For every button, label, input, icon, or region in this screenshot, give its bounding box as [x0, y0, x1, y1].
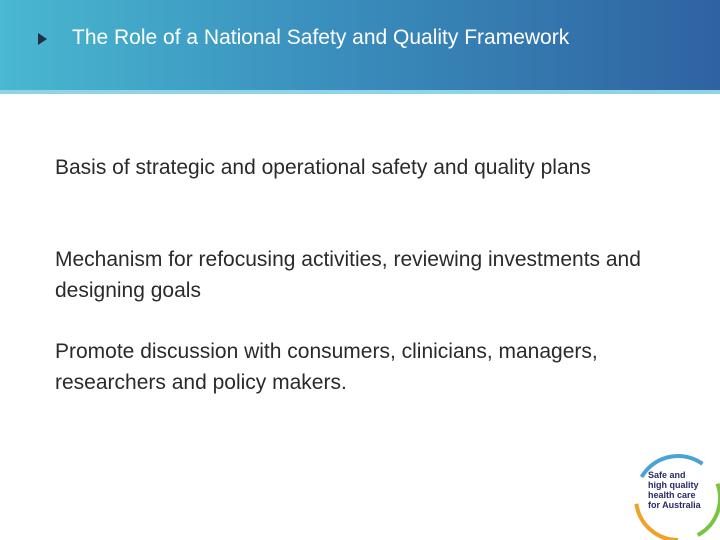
bullet-item: Mechanism for refocusing activities, reviewing investments and designing goals [55, 248, 641, 302]
logo-text-line: high quality [648, 480, 699, 490]
title-bar-underline [0, 90, 720, 94]
logo-text-line: health care [648, 490, 696, 500]
logo-text-line: Safe and [648, 470, 686, 480]
logo-text-line: for Australia [648, 500, 701, 510]
slide-title: The Role of a National Safety and Quality Framework [72, 26, 570, 49]
framework-logo [620, 444, 720, 540]
bullet-arrow-icon [38, 33, 47, 45]
bullet-item: Promote discussion with consumers, clinicians, managers, researchers and policy makers. [55, 340, 598, 394]
logo-text [648, 470, 712, 510]
bullet-item: Basis of strategic and operational safety and quality plans [55, 156, 591, 179]
